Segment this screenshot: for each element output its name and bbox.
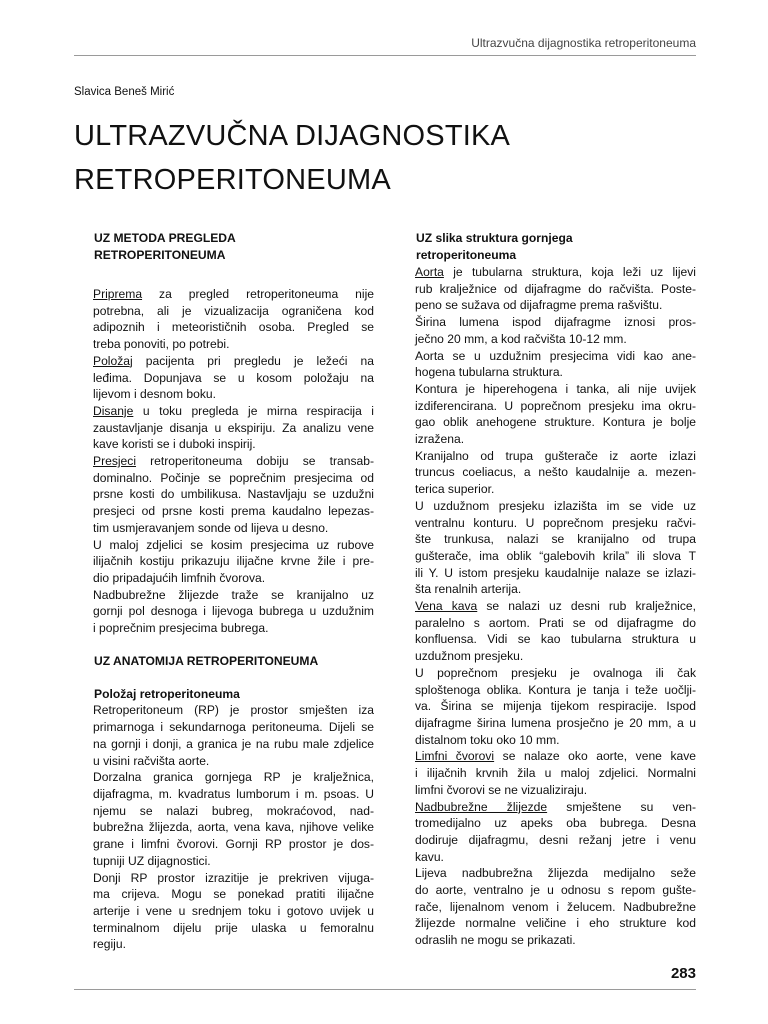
author-name: Slavica Beneš Mirić (74, 86, 175, 98)
paragraph-truncus: Kranijalno od trupa gušterače iz aorte izlazi truncus coeliacus, a nešto kaudalnije a. mezen- terica superior. (415, 448, 696, 497)
section-heading-uz-slika (396, 230, 696, 264)
term-nadbubrezne-zlijezde: Nadbubrežne žlijezde (415, 799, 548, 814)
paragraph-donji-rp: Donji RP prostor izrazitije je prekriven vijuga- ma crijeva. Mogu se ponekad pratiti ilijačne arterije i vene u srednjem toku i gotovo uvijek u terminalnom dijelu prije ulaska u femoralnu regiju. (93, 870, 374, 952)
paragraph-priprema: Priprema za pregled retroperitoneuma nije potrebna, ali je vizualizacija ograničena kod adipoznih i meteorističnih osoba. Pregled se treba ponoviti, po potrebi. (93, 287, 374, 352)
subsection-heading-polozaj: Položaj retroperitoneuma (94, 686, 240, 701)
paragraph-vena-kava: Vena kava se nalazi uz desni rub kralježnice, paralelno s aortom. Prati se od dijafragme do konfluensa. Vidi se kao tubularna struktura u uzdužnom presjeku. (415, 599, 696, 664)
paragraph-limfni-cvorovi: Limfni čvorovi se nalaze oko aorte, vene kave i ilijačnih krvnih žila u maloj zdjelici. Normalni limfni čvorovi se ne vizualiziraju. (415, 749, 696, 797)
paragraph-vena-poprecni: U poprečnom presjeku je ovalnoga ili čak sploštenoga oblika. Kontura je tanja i teže uočlji- va. Širina se mijenja tijekom respiracije. Ispod dijafragme širina lumena prosječno je 20 mm, a u distalnom toku oko 10 mm. (415, 665, 696, 747)
page-number: 283 (670, 965, 696, 982)
term-presjeci: Presjeci (93, 454, 137, 469)
paragraph-aorta: Aorta je tubularna struktura, koja leži uz lijevi rub kralježnice od dijafragme do račvišta. Poste- peno se sužava od dijafragme prema rašvištu. (415, 265, 696, 313)
paragraph-kontura: Kontura je hiperehogena i tanka, ali nije uvijek izdiferencirana. U poprečnom presjeku ima okru- gao oblik anehogene strukture. Kontura je bolje izražena. (415, 381, 696, 447)
section-heading-uz-metoda (74, 230, 374, 264)
paragraph-nadbubrezne-zlijezde: Nadbubrežne žlijezde smještene su ven- tromedijalno uz apeks oba bubrega. Desna dodiruje dijafragmu, desni režanj jetre i venu kavu. (415, 799, 696, 864)
paragraph-mala-zdjelica: U maloj zdjelici se kosim presjecima uz rubove ilijačnih kostiju prikazuju ilijačne krvne žile i pre- dio pripadajućih limfnih čvorova. (93, 537, 374, 585)
running-head: Ultrazvučna dijagnostika retroperitoneuma (471, 36, 696, 50)
term-priprema: Priprema (93, 287, 143, 301)
title-line: ULTRAZVUČNA DIJAGNOSTIKA (74, 120, 511, 152)
term-aorta: Aorta (415, 265, 444, 279)
section-heading-uz-anatomija: UZ ANATOMIJA RETROPERITONEUMA (94, 653, 319, 668)
heading-line: RETROPERITONEUMA (94, 248, 226, 262)
paragraph-lijeva-nadbubrezna: Lijeva nadbubrežna žlijezda medijalno seže do aorte, ventralno je u odnosu s repom gušte- rače, lijenalnom venom i želucem. Nadbubrežne žlijezde normalne veličine i eho strukture kod odraslih ne mogu se prikazati. (415, 866, 696, 948)
paragraph-izlazista: U uzdužnom presjeku izlazišta im se vide uz ventralnu konturu. U poprečnom presjeku račvi- šte trunkusa, nalazi se kranijalno od trupa gušterače, ima oblik “galebovih krila” ili slova T ili Y. U istom presjeku kaudalnije nalaze se izlazi- šta renalnih arterija. (415, 498, 696, 597)
right-column (396, 230, 696, 949)
title-line: RETROPERITONEUMA (74, 164, 391, 196)
term-disanje: Disanje (93, 403, 134, 418)
heading-line: retroperitoneuma (416, 248, 517, 262)
article-title (74, 114, 694, 202)
paragraph-rp-definition: Retroperitoneum (RP) je prostor smješten iza primarnoga i sekundarnoga peritoneuma. Dijeli se na gornji i donji, a granica je na rubu male zdjelice u visini račvišta aorte. (93, 703, 374, 768)
paragraph-polozaj: Položaj pacijenta pri pregledu je ležeći na leđima. Dopunjava se u kosom položaju na lijevom i desnom boku. (93, 353, 374, 402)
term-vena-kava: Vena kava (415, 599, 478, 614)
paragraph-nadbubrezne: Nadbubrežne žlijezde traže se kranijalno uz gornji pol desnoga i lijevoga bubrega u uzdužnim i poprečnim presjecima bubrega. (93, 587, 374, 636)
paragraph-aorta-uzduzni: Aorta se u uzdužnim presjecima vidi kao ane- hogena tubularna struktura. (415, 348, 696, 380)
paragraph-presjeci: Presjeci retroperitoneuma dobiju se transab- dominalno. Počinje se poprečnim presjecima od prsne kosti do umbilikusa. Nastavljaju se uzdužni presjeci od prsne kosti prema kaudalno lepezas- tim usmjeravanjem sonde od lijeva u desno. (93, 454, 374, 535)
left-column (74, 230, 374, 953)
heading-line: UZ slika struktura gornjega (416, 231, 573, 245)
paragraph-sirina-lumena: Širina lumena ispod dijafragme iznosi pros- ječno 20 mm, a kod račvišta 10-12 mm. (415, 315, 696, 346)
term-polozaj: Položaj (93, 353, 133, 368)
paragraph-disanje: Disanje u toku pregleda je mirna respiracija i zaustavljanje disanja u ekspiriju. Za analizu vene kave koristi se i duboki inspirij. (93, 403, 374, 452)
header-rule (74, 55, 696, 56)
paragraph-dorzalna-granica: Dorzalna granica gornjega RP je kralježnica, dijafragma, m. kvadratus lumborum i m. psoas. U njemu se nalazi bubreg, mokraćovod, nad- bubrežna žlijezda, aorta, vena kava, njihove velike grane i limfni čvorovi. Gornji RP prostor je dos- tupniji UZ dijagnostici. (93, 770, 374, 868)
footer-rule (74, 989, 696, 990)
heading-line: UZ METODA PREGLEDA (94, 231, 236, 245)
term-limfni-cvorovi: Limfni čvorovi (415, 749, 495, 764)
